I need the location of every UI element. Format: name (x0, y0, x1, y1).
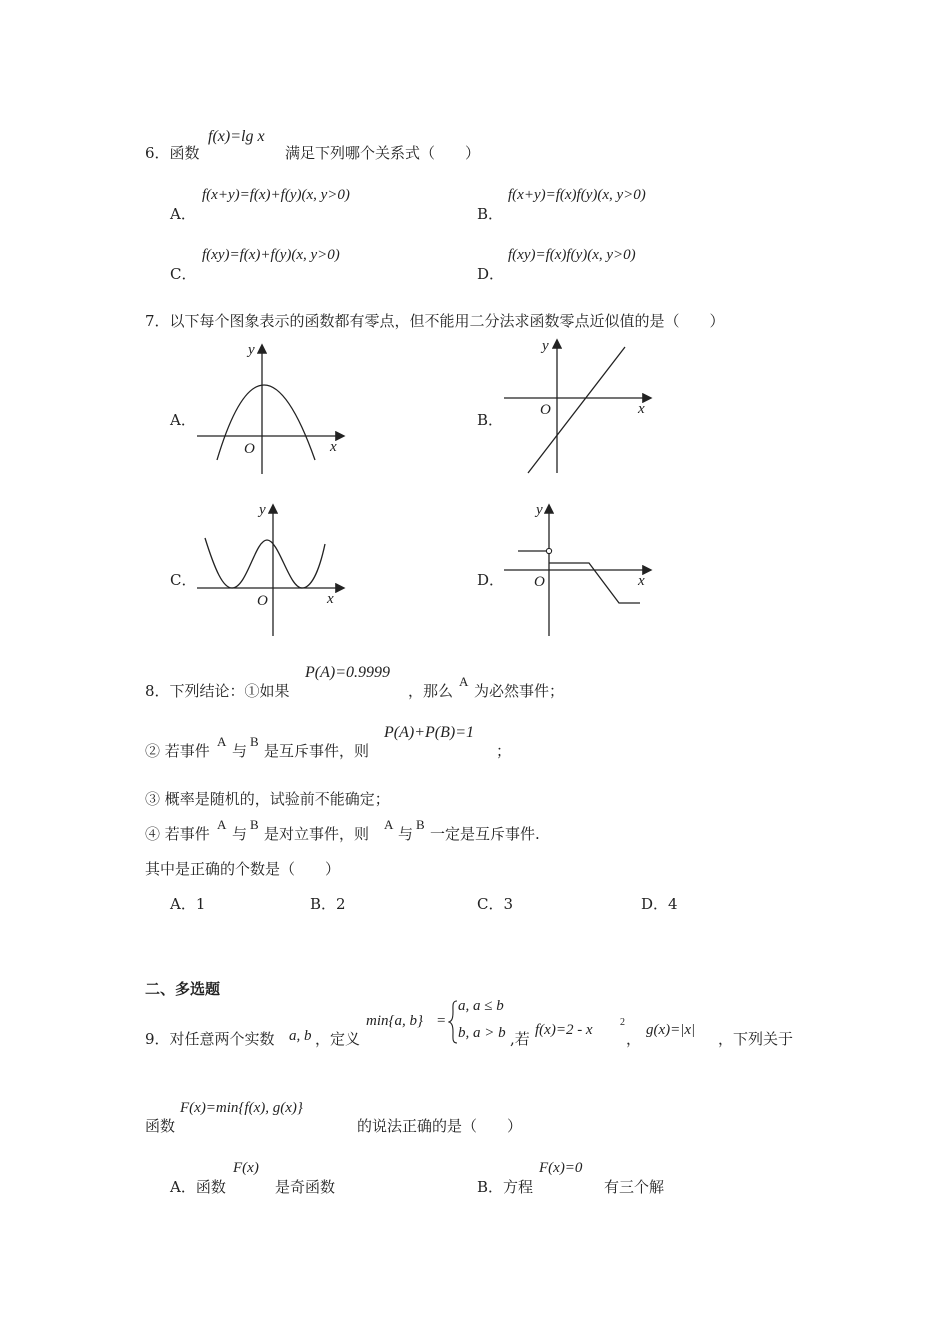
x-axis-label: x (638, 401, 645, 417)
q6-stem (145, 142, 200, 163)
q6-stem-number: 6．函数 (145, 144, 200, 162)
q9-option-b-label: B．方程 (477, 1178, 534, 1196)
q8-line2-formula: P(A)+P(B)=1 (384, 724, 474, 741)
origin-label: O (534, 574, 545, 590)
q8-option-c: C．3 (477, 895, 514, 913)
q9-eq: = (437, 1013, 446, 1029)
q7-label-b: B． (477, 411, 504, 429)
q8-line1-b: ，那么 (408, 682, 454, 700)
q9-line2-a: 函数 (145, 1117, 176, 1135)
q8-line2-b: 与 (232, 742, 248, 760)
q7-graph-a (195, 340, 355, 475)
q8-line5: 其中是正确的个数是（ ） (145, 860, 341, 878)
y-axis-label: y (248, 342, 255, 358)
q6-option-b-formula: f(x+y)=f(x)f(y)(x, y>0) (508, 187, 646, 203)
section-title: 二、多选题 (145, 980, 221, 998)
q9-line2-b: 的说法正确的是（ ） (357, 1117, 523, 1135)
q9-F-def: F(x)=min{f(x), g(x)} (180, 1100, 303, 1116)
q7-stem: 7．以下每个图象表示的函数都有零点，但不能用二分法求函数零点近似值的是（ ） (145, 312, 725, 330)
q8-line4-var-a: A (217, 817, 227, 832)
y-axis-label: y (536, 502, 543, 518)
q8-line4-e: 一定是互斥事件. (430, 825, 540, 843)
parabola-curve (217, 385, 315, 460)
x-axis-label: x (327, 591, 334, 607)
q7-label-c: C． (170, 571, 197, 589)
q7-label-a: A． (170, 411, 196, 429)
q7-graph-d (500, 500, 660, 638)
x-axis-label: x (638, 573, 645, 589)
q8-line4-c: 是对立事件，则 (264, 825, 370, 843)
open-endpoint (546, 548, 551, 553)
q6-option-b-label: B． (477, 205, 504, 223)
q8-line1-a: 8．下列结论：①如果 (145, 682, 290, 700)
q7-label-d: D． (477, 571, 505, 589)
q8-line2-var-b: B (250, 734, 259, 749)
q9-option-a-label: A．函数 (170, 1178, 226, 1196)
q9-brace (448, 1000, 458, 1044)
q6-stem-formula: f(x)=lg x (208, 128, 265, 145)
q8-line4-var-b2: B (416, 817, 425, 832)
x-axis-label: x (330, 439, 337, 455)
q8-line4-d: 与 (398, 825, 414, 843)
w-curve (205, 538, 325, 588)
q6-option-c-formula: f(xy)=f(x)+f(y)(x, y>0) (202, 247, 340, 263)
q8-line2-a: ② 若事件 (145, 742, 210, 760)
q7-graph-b (500, 335, 660, 475)
q6-option-c-label: C． (170, 265, 197, 283)
q8-option-a: A．1 (170, 895, 206, 913)
q9-min-def: min{a, b} (366, 1013, 423, 1029)
q8-line1-formula: P(A)=0.9999 (305, 664, 390, 681)
q9-option-a-formula: F(x) (233, 1160, 259, 1176)
q9-stem-a: 9．对任意两个实数 (145, 1030, 275, 1048)
q9-option-b-tail: 有三个解 (604, 1178, 665, 1196)
q9-g-def: g(x)=|x| (646, 1022, 696, 1038)
q8-line4-b: 与 (232, 825, 248, 843)
q8-line4-a: ④ 若事件 (145, 825, 210, 843)
q8-line3: ③ 概率是随机的，试验前不能确定； (145, 790, 390, 808)
right-segment (549, 563, 640, 603)
q8-option-b: B．2 (310, 895, 346, 913)
q9-case2: b, a > b (458, 1025, 506, 1041)
q9-f-sup: 2 (620, 1017, 625, 1028)
q9-option-a-tail: 是奇函数 (275, 1178, 336, 1196)
q8-option-d: D．4 (641, 895, 678, 913)
q9-stem-c: ,若 (510, 1030, 530, 1048)
q6-option-a-label: A． (170, 205, 196, 223)
q9-stem-d: ，下列关于 (718, 1030, 794, 1048)
y-axis-label: y (259, 502, 266, 518)
origin-label: O (540, 402, 551, 418)
origin-label: O (244, 441, 255, 457)
q8-line2-c: 是互斥事件，则 (264, 742, 370, 760)
q6-stem-tail: 满足下列哪个关系式（ ） (285, 144, 481, 162)
q8-line1-c: 为必然事件； (474, 682, 565, 700)
q8-line4-var-a2: A (384, 817, 394, 832)
y-axis-label: y (542, 338, 549, 354)
q8-line2-var-a: A (217, 734, 227, 749)
q9-f-def: f(x)=2 - x (535, 1022, 593, 1038)
q6-option-d-formula: f(xy)=f(x)f(y)(x, y>0) (508, 247, 636, 263)
q9-comma: ， (626, 1030, 642, 1048)
q6-option-d-label: D． (477, 265, 505, 283)
q9-stem-vars: a, b (289, 1028, 312, 1044)
q8-line1-var: A (459, 674, 469, 689)
q6-option-a-formula: f(x+y)=f(x)+f(y)(x, y>0) (202, 187, 350, 203)
q9-stem-b: ，定义 (315, 1030, 361, 1048)
origin-label: O (257, 593, 268, 609)
q9-case1: a, a ≤ b (458, 998, 504, 1014)
q8-line4-var-b: B (250, 817, 259, 832)
q7-graph-c (195, 500, 355, 638)
q8-line2-d: ； (496, 742, 512, 760)
q9-option-b-formula: F(x)=0 (539, 1160, 583, 1176)
